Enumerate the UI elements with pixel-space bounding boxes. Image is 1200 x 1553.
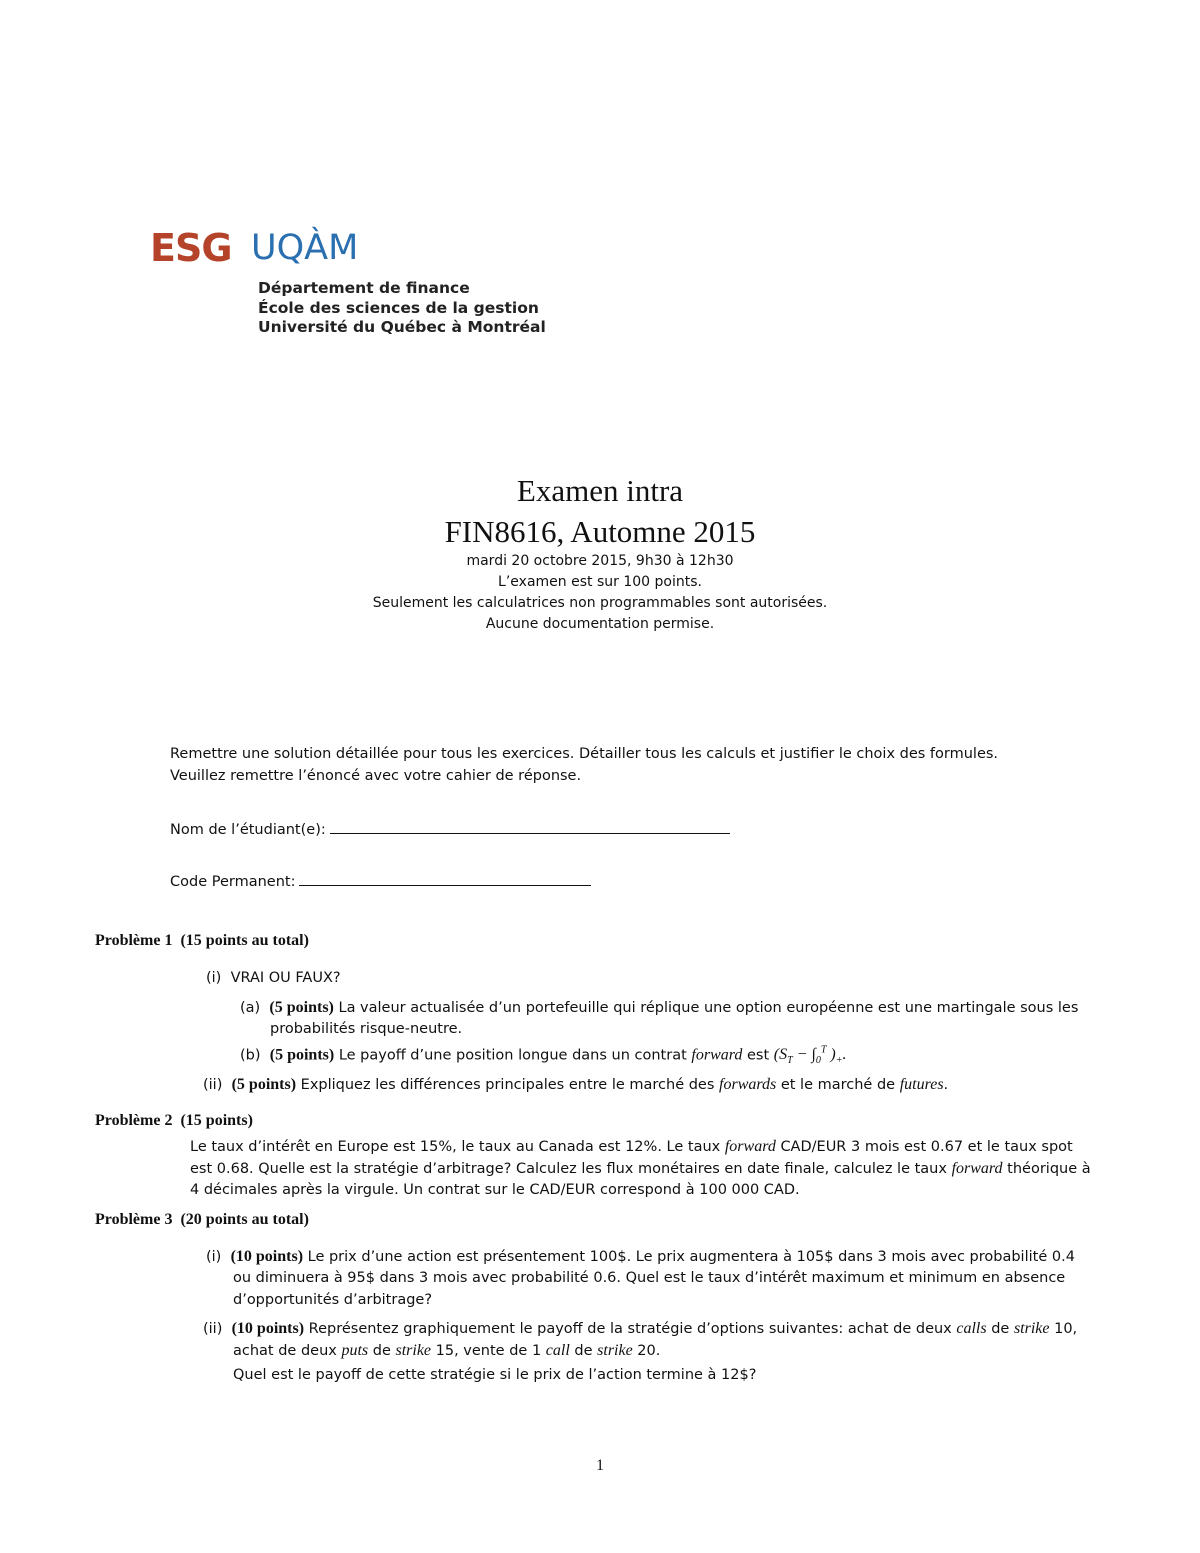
exam-title: Examen intra <box>516 473 684 508</box>
logo-esg: ESG <box>150 226 232 270</box>
problem-2-line-2 <box>190 1160 1091 1178</box>
problem-2-line-3: 4 décimales après la virgule. Un contrat sur le CAD/EUR correspond à 100 000 CAD. <box>190 1182 800 1198</box>
payoff-formula: ($S_T - \int_0^T$ )$_+$. <box>773 1045 847 1067</box>
exam-calculators: Seulement les calculatrices non programmables sont autorisées. <box>372 595 828 611</box>
problem-1-b-label: (b) <box>240 1047 261 1064</box>
problem-1-a-line-2: probabilités risque-neutre. <box>270 1021 463 1037</box>
problem-1-ii-points: (5 points) <box>231 1076 297 1093</box>
exam-date: mardi 20 octobre 2015, 9h30 à 12h30 <box>466 553 734 569</box>
problem-3-ii-de-3: de <box>574 1343 593 1359</box>
problem-3-ii-line-2 <box>233 1342 660 1360</box>
problem-2-forward-1: forward <box>724 1138 776 1155</box>
problem-2-line-2-b: théorique à <box>1007 1161 1091 1177</box>
problem-3-label: Problème 3 <box>95 1211 173 1228</box>
problem-2-line-2-a: est 0.68. Quelle est la stratégie d’arbitrage? Calculez les flux monétaires en date finale, calculez le taux <box>190 1161 947 1177</box>
problem-3-ii-calls: calls <box>956 1320 987 1337</box>
student-name-label: Nom de l’étudiant(e): <box>170 822 326 838</box>
payoff-formula-s: (S <box>773 1046 788 1064</box>
problem-3-i-text-1: Le prix d’une action est présentement 100$. Le prix augmentera à 105$ dans 3 mois avec probabilité 0.4 <box>307 1249 1075 1265</box>
problem-3-ii-call: call <box>545 1342 570 1359</box>
problem-1-b-forward: forward <box>691 1046 743 1064</box>
problem-1-ii-text-1: Expliquez les différences principales entre le marché des <box>300 1077 715 1093</box>
logo-uqam: UQÀM <box>251 228 359 268</box>
problem-1-a-text-1: La valeur actualisée d’un portefeuille qui réplique une option européenne est une martingale sous les <box>338 1000 1079 1016</box>
course-title: FIN8616, Automne 2015 <box>444 514 756 549</box>
problem-1-header <box>95 932 309 950</box>
problem-3-ii-strike-3: strike <box>597 1342 633 1359</box>
problem-3-ii-text-2b: 15, vente de 1 <box>435 1343 542 1359</box>
problem-1-a-line-1 <box>240 999 1078 1017</box>
problem-3-ii-de-2: de <box>372 1343 391 1359</box>
problem-2-points: (15 points) <box>180 1112 253 1129</box>
problem-2-line-1 <box>190 1138 1073 1156</box>
problem-3-ii-points: (10 points) <box>231 1320 305 1337</box>
problem-1-b-text: Le payoff d’une position longue dans un contrat <box>338 1047 687 1064</box>
problem-3-ii-text-1: Représentez graphiquement le payoff de la stratégie d’options suivantes: achat de deux <box>308 1321 952 1337</box>
problem-3-points: (20 points au total) <box>180 1211 309 1228</box>
problem-3-i-label: (i) <box>206 1249 222 1265</box>
problem-3-ii-strike-1: strike <box>1013 1320 1050 1337</box>
problem-3-ii-text-2: achat de deux <box>233 1343 337 1359</box>
problem-3-ii-strike-2: strike <box>395 1342 432 1359</box>
problem-3-i-line-1 <box>206 1248 1075 1266</box>
problem-1-b-points: (5 points) <box>269 1046 335 1064</box>
problem-1-ii <box>203 1076 948 1094</box>
problem-3-ii-de-1: de <box>991 1321 1010 1337</box>
university-line: Université du Québec à Montréal <box>258 318 546 336</box>
permanent-code-field <box>170 871 591 890</box>
problem-1-i-text: VRAI OU FAUX? <box>230 970 341 986</box>
problem-2-forward-2: forward <box>951 1160 1003 1177</box>
instruction-line-1: Remettre une solution détaillée pour tous les exercices. Détailler tous les calculs et justifier le choix des formules. <box>170 746 999 762</box>
problem-1-a-label: (a) <box>240 1000 261 1016</box>
problem-1-b <box>240 1045 846 1067</box>
problem-1-ii-futures: futures <box>899 1076 944 1093</box>
problem-3-ii-label: (ii) <box>203 1321 223 1337</box>
student-name-field <box>170 819 730 838</box>
problem-1-i <box>206 970 341 986</box>
permanent-code-label: Code Permanent: <box>170 874 296 890</box>
problem-1-ii-end: . <box>943 1077 949 1093</box>
problem-3-ii-text-2c: 20. <box>637 1343 661 1359</box>
problem-1-points: (15 points au total) <box>180 932 309 949</box>
school-line: École des sciences de la gestion <box>258 299 539 317</box>
exam-points: L’examen est sur 100 points. <box>498 574 702 590</box>
problem-1-i-label: (i) <box>206 970 222 986</box>
problem-1-b-est: est <box>746 1047 770 1064</box>
problem-3-ii-text-1b: 10, <box>1054 1321 1078 1337</box>
problem-3-i-points: (10 points) <box>230 1248 304 1265</box>
problem-3-ii-line-1 <box>203 1320 1077 1338</box>
problem-1-label: Problème 1 <box>95 932 173 949</box>
student-name-blank[interactable] <box>330 819 730 834</box>
permanent-code-blank[interactable] <box>299 871 591 886</box>
problem-2-label: Problème 2 <box>95 1112 173 1129</box>
problem-3-ii-puts: puts <box>341 1342 369 1359</box>
exam-documentation: Aucune documentation permise. <box>485 616 715 632</box>
problem-3-ii-line-3: Quel est le payoff de cette stratégie si le prix de l’action termine à 12$? <box>233 1367 757 1383</box>
problem-1-ii-label: (ii) <box>203 1077 223 1093</box>
problem-3-i-line-2: ou diminuera à 95$ dans 3 mois avec probabilité 0.6. Quel est le taux d’intérêt maximum et minimum en absence <box>233 1270 1066 1286</box>
problem-2-line-1-a: Le taux d’intérêt en Europe est 15%, le taux au Canada est 12%. Le taux <box>190 1139 721 1155</box>
problem-2-line-1-b: CAD/EUR 3 mois est 0.67 et le taux spot <box>780 1139 1073 1155</box>
department-line: Département de finance <box>258 279 470 297</box>
problem-3-header <box>95 1211 309 1229</box>
problem-2-header <box>95 1112 253 1130</box>
instruction-line-2: Veuillez remettre l’énoncé avec votre cahier de réponse. <box>170 768 582 784</box>
problem-3-i-line-3: d’opportunités d’arbitrage? <box>233 1292 433 1308</box>
problem-1-ii-text-2: et le marché de <box>780 1077 896 1093</box>
problem-1-ii-forwards: forwards <box>719 1076 777 1093</box>
problem-1-a-points: (5 points) <box>269 999 334 1016</box>
page-number: 1 <box>596 1457 604 1474</box>
